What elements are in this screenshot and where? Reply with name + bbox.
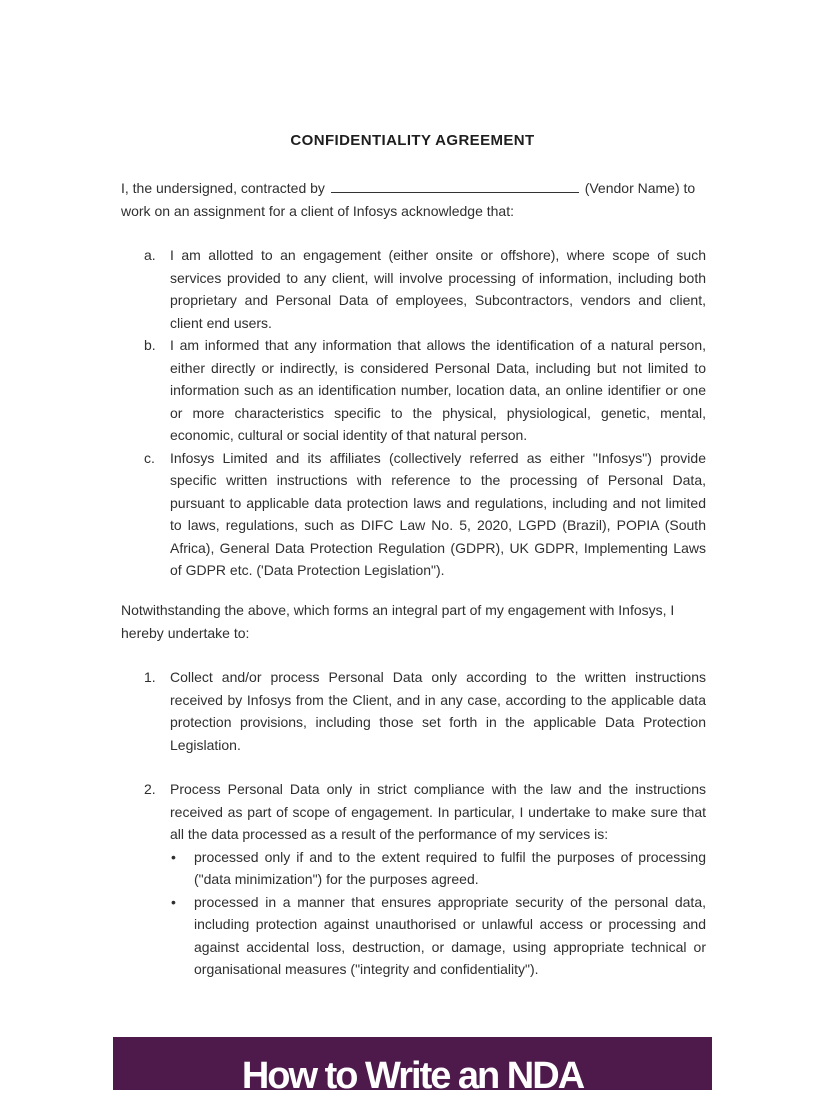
title-banner bbox=[113, 1037, 712, 1090]
intro-paragraph bbox=[121, 177, 706, 222]
banner-title: How to Write an NDA bbox=[241, 1055, 584, 1090]
list-item-text: Collect and/or process Personal Data only according to the written instructions received by Infosys from the Client, and in any case, according to the applicable data protection provisions, including those set forth in the applicable Data Protection Legislation. bbox=[170, 669, 706, 753]
list-marker: 2. bbox=[144, 781, 156, 797]
list-item bbox=[121, 666, 706, 756]
bullet-text: processed in a manner that ensures appropriate security of the personal data, including protection against unauthorised or unlawful access or processing and against accidental loss, destruction, or damage, using appropriate technical or organisational measures ("integrity and confidentiality"). bbox=[194, 893, 706, 977]
list-marker: a. bbox=[144, 247, 156, 263]
bullet-icon: • bbox=[171, 848, 176, 865]
vendor-name-blank-line bbox=[331, 178, 579, 193]
document-title: CONFIDENTIALITY AGREEMENT bbox=[290, 132, 535, 149]
list-item-text: Process Personal Data only in strict compliance with the law and the instructions received as part of scope of engagement. In particular, I undertake to make sure that all the data processed as a result of the performance of my services is: bbox=[170, 781, 706, 842]
bullet-icon: • bbox=[171, 893, 176, 910]
bullet-text: processed only if and to the extent required to fulfil the purposes of processing ("data minimization") for the purposes agreed. bbox=[194, 848, 706, 887]
list-item bbox=[121, 447, 706, 582]
list-item-text: I am allotted to an engagement (either onsite or offshore), where scope of such services provided to any client, will involve processing of information, including both proprietary and Personal Data of employees, Subcontractors, vendors and client, client end users. bbox=[170, 247, 706, 331]
intro-text-start: I, the undersigned, contracted by bbox=[121, 180, 325, 196]
list-marker: 1. bbox=[144, 669, 156, 685]
list-marker: c. bbox=[144, 449, 155, 466]
undertaking-list bbox=[121, 666, 706, 1003]
bullet-list bbox=[170, 846, 706, 981]
bullet-item bbox=[170, 846, 706, 891]
intro-text-end: (Vendor Name) to work on an assignment for a client of Infosys acknowledge that: bbox=[121, 180, 696, 219]
list-item bbox=[121, 778, 706, 981]
list-item-text: Infosys Limited and its affiliates (collectively referred as either "Infosys") provide specific written instructions with reference to the processing of Personal Data, pursuant to applicable data protection laws and regulations, including and not limited to laws, regulations, such as DIFC Law No. 5, 2020, LGPD (Brazil), POPIA (South Africa), General Data Protection Regulation (GDPR), UK GDPR, Implementing Laws of GDPR etc. ('Data Protection Legislation"). bbox=[170, 449, 706, 578]
list-item bbox=[121, 244, 706, 334]
list-marker: b. bbox=[144, 337, 156, 353]
acknowledgement-list bbox=[121, 244, 706, 582]
list-item bbox=[121, 334, 706, 447]
bullet-item bbox=[170, 891, 706, 981]
list-item-text: I am informed that any information that allows the identification of a natural person, either directly or indirectly, is considered Personal Data, including but not limited to information such as an identification number, location data, an online identifier or one or more characteristics specific to the physical, physiological, genetic, mental, economic, cultural or social identity of that natural person. bbox=[170, 337, 706, 443]
notwithstanding-paragraph: Notwithstanding the above, which forms an integral part of my engagement with Infosys, I hereby undertake to: bbox=[121, 602, 675, 641]
